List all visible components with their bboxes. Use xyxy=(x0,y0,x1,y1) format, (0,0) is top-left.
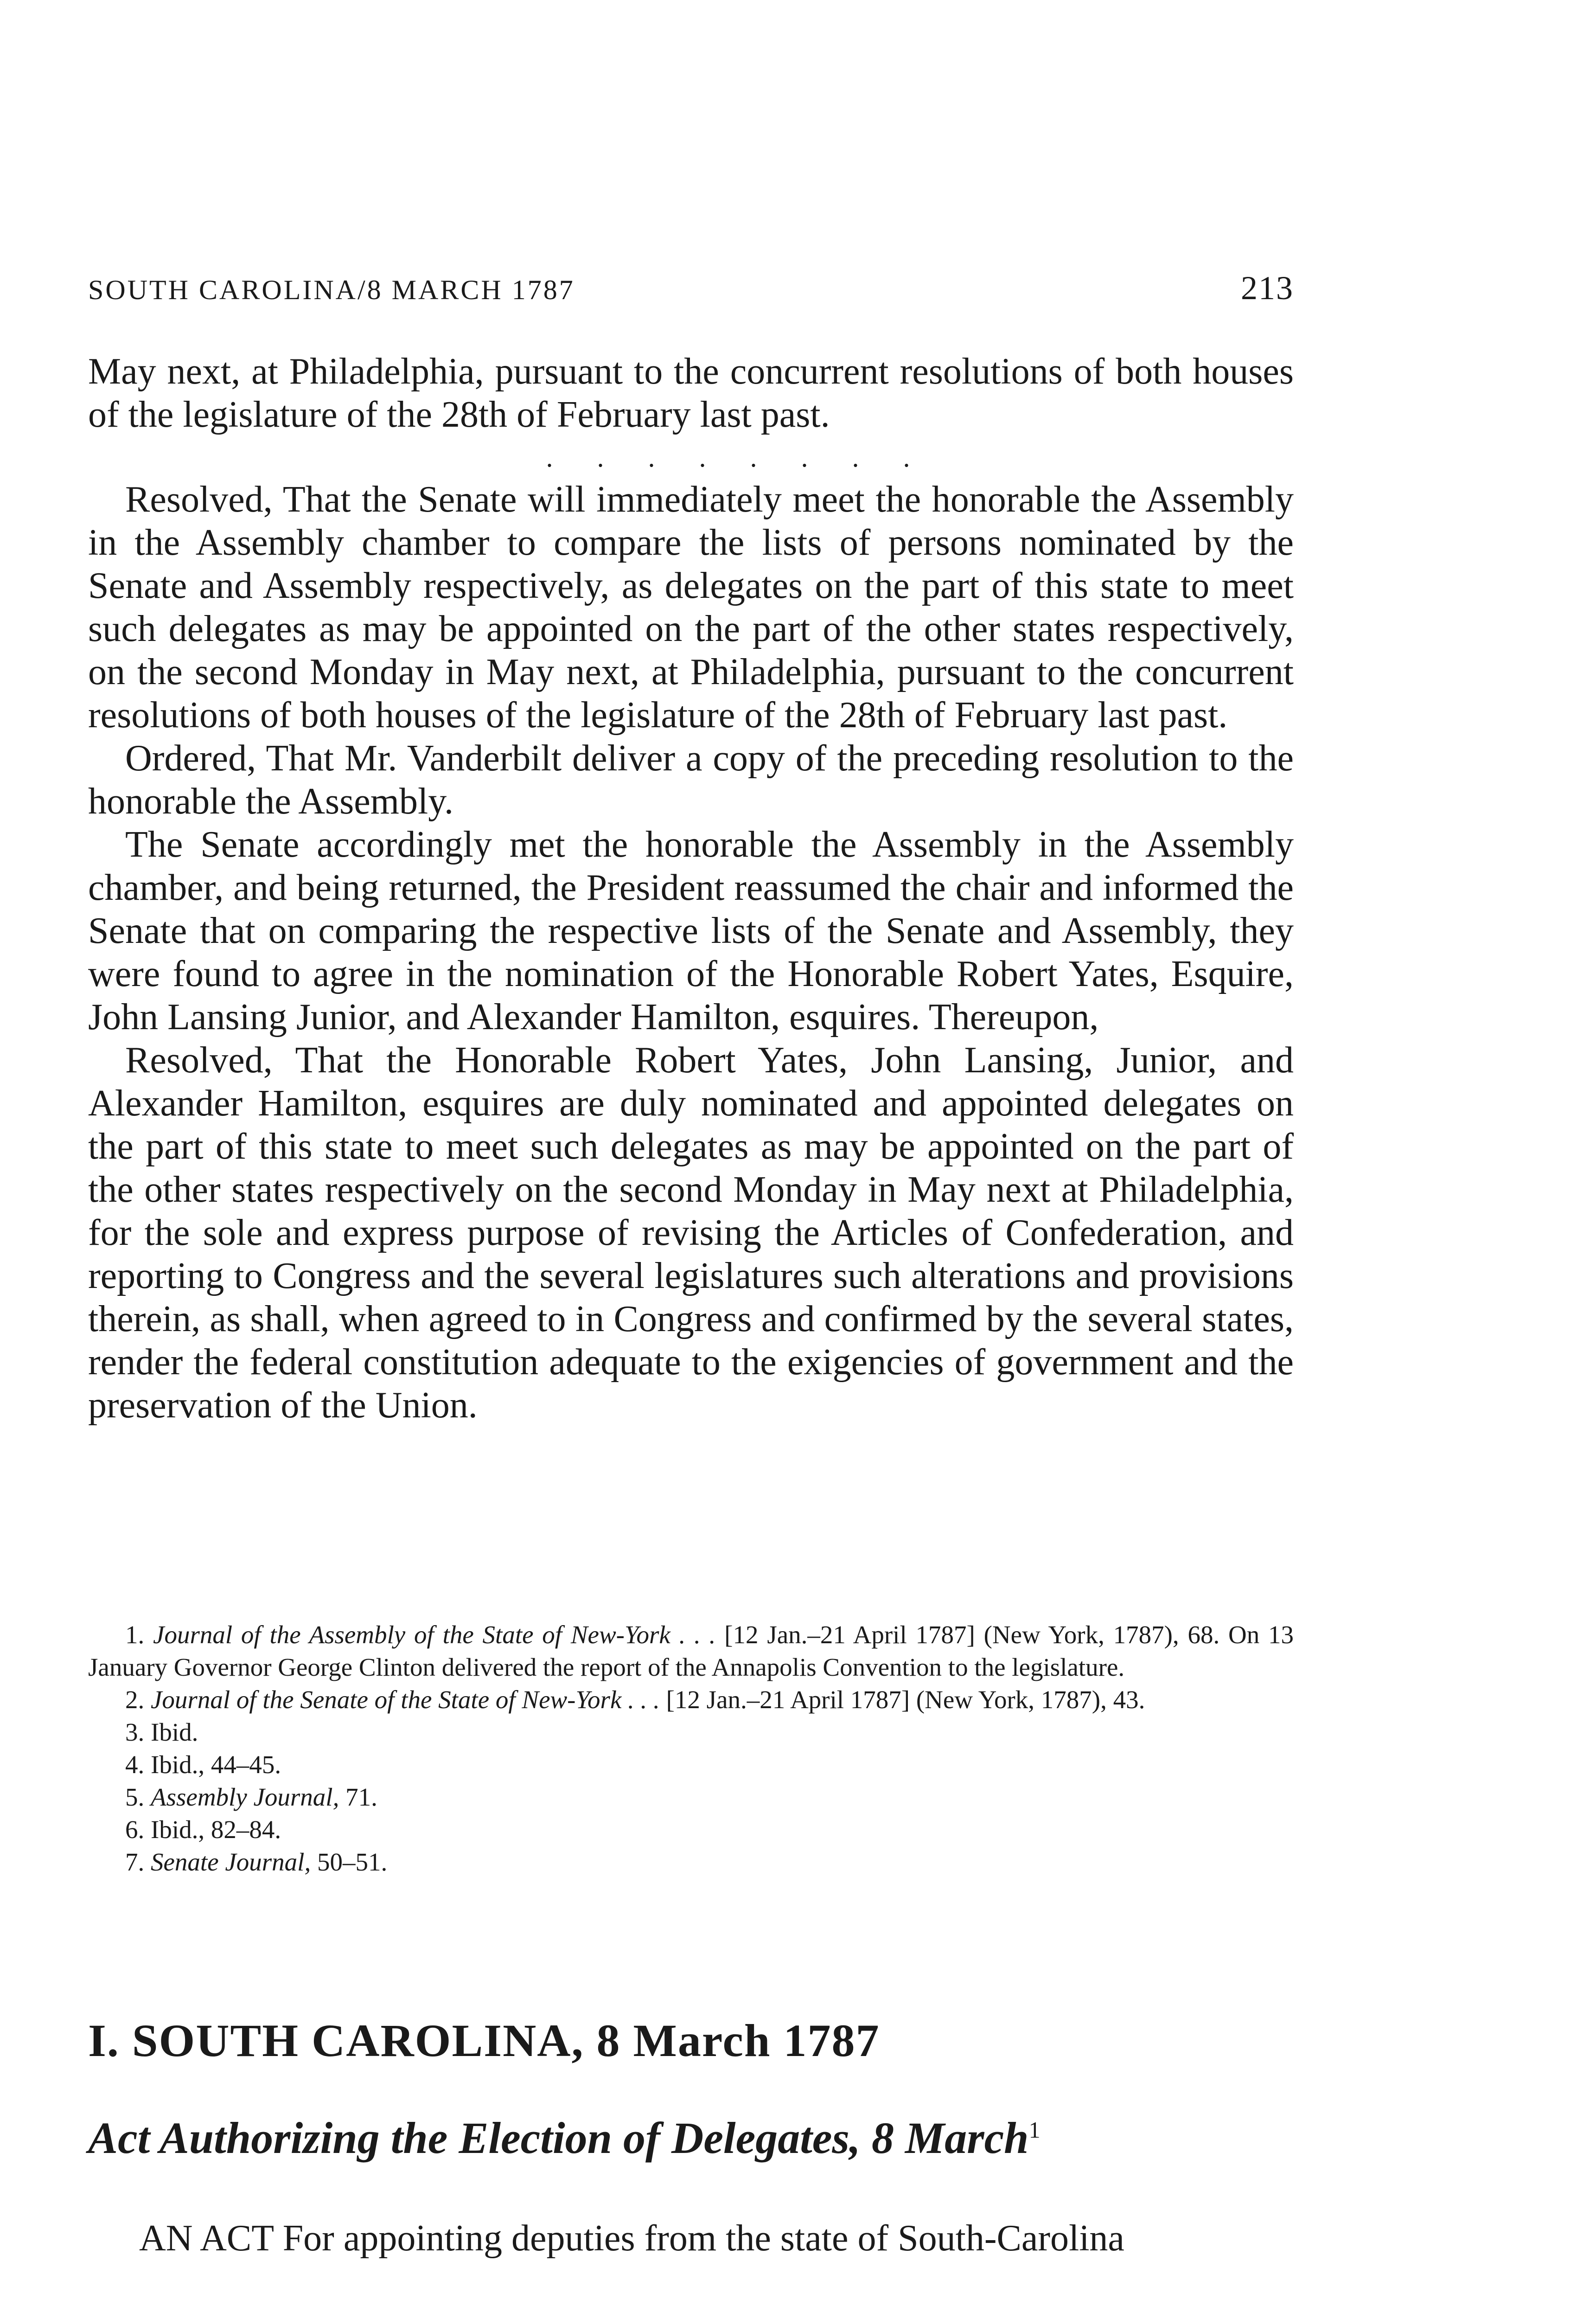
page-number: 213 xyxy=(1241,269,1294,307)
footnotes xyxy=(88,1619,1294,1878)
footnote-number: 2. xyxy=(125,1685,145,1714)
footnote-text: Ibid., 44–45. xyxy=(144,1750,281,1779)
footnote xyxy=(88,1716,1294,1749)
main-text xyxy=(88,350,1294,1427)
paragraph-resolved-appointed: Resolved, That the Honorable Robert Yates, John Lansing, Junior, and Alexander Hamilton, esquires are duly nominated and appointed delegates on the part of this state to meet such delegates as may be appointed on the part of the other states respectively on the second Monday in May next at Philadelphia, for the sole and express purpose of revising the Articles of Confederation, and reporting to Congress and the several legislatures such alterations and provisions therein, as shall, when agreed to in Congress and confirmed by the several states, render the federal constitution adequate to the exigencies of government and the preservation of the Union. xyxy=(88,1040,1294,1426)
footnote-text: 50–51. xyxy=(311,1848,388,1876)
footnote-title: Journal of the Assembly of the State of New-York . . . xyxy=(153,1621,716,1649)
paragraph-ordered: Ordered, That Mr. Vanderbilt deliver a copy of the preceding resolution to the honorable the Assembly. xyxy=(88,738,1294,822)
footnote-number: 7. xyxy=(125,1848,145,1876)
footnote-number: 1. xyxy=(125,1621,145,1649)
act-opening-line: AN ACT For appointing deputies from the state of South-Carolina xyxy=(139,2218,1124,2259)
footnote-number: 5. xyxy=(125,1783,145,1811)
footnote-title: Assembly Journal, xyxy=(151,1783,339,1811)
footnote-title: Journal of the Senate of the State of New-York . . . xyxy=(151,1685,660,1714)
footnote-number: 4. xyxy=(125,1750,145,1779)
paragraph-resolved-meet: Resolved, That the Senate will immediately meet the honorable the Assembly in the Assembly chamber to compare the lists of persons nominated by the Senate and Assembly respectively, as delegates on the part of this state to meet such delegates as may be appointed on the part of the other states respectively, on the second Monday in May next, at Philadelphia, pursuant to the concurrent resolutions of both houses of the legislature of the 28th of February last past. xyxy=(88,479,1294,736)
footnote-text: 71. xyxy=(339,1783,377,1811)
running-head-title: SOUTH CAROLINA/8 MARCH 1787 xyxy=(88,275,575,305)
footnote xyxy=(88,1749,1294,1781)
document-title-text: Act Authorizing the Election of Delegates, 8 March xyxy=(88,2113,1029,2163)
footnote-number: 6. xyxy=(125,1815,145,1844)
continuation-paragraph: May next, at Philadelphia, pursuant to the concurrent resolutions of both houses of the legislature of the 28th of February last past. xyxy=(88,351,1294,435)
document-title xyxy=(88,2110,1294,2166)
footnote-text: [12 Jan.–21 April 1787] (New York, 1787), 43. xyxy=(659,1685,1145,1714)
footnote xyxy=(88,1846,1294,1878)
paragraph-senate-met: The Senate accordingly met the honorable the Assembly in the Assembly chamber, and being returned, the President reassumed the chair and informed the Senate that on comparing the respective lists of the Senate and Assembly, they were found to agree in the nomination of the Honorable Robert Yates, Esquire, John Lansing Junior, and Alexander Hamilton, esquires. Thereupon, xyxy=(88,824,1294,1038)
footnote-number: 3. xyxy=(125,1718,145,1746)
footnote xyxy=(88,1684,1294,1716)
footnote xyxy=(88,1619,1294,1684)
footnote xyxy=(88,1781,1294,1813)
section-heading: I. SOUTH CAROLINA, 8 March 1787 xyxy=(88,2015,880,2066)
footnote-text: Ibid., 82–84. xyxy=(144,1815,281,1844)
running-head xyxy=(88,269,1294,307)
ellipsis-separator: . . . . . . . . xyxy=(546,442,929,473)
footnote xyxy=(88,1813,1294,1846)
document-title-note-ref: 1 xyxy=(1028,2117,1041,2143)
footnote-title: Senate Journal, xyxy=(151,1848,311,1876)
footnote-text: Ibid. xyxy=(144,1718,198,1746)
footnote-text: [12 Jan.–21 April 1787] (New York, 1787), 68. On 13 January Governor George Clinton delivered the report of the Annapolis Convention to the legislature. xyxy=(88,1621,1294,1681)
